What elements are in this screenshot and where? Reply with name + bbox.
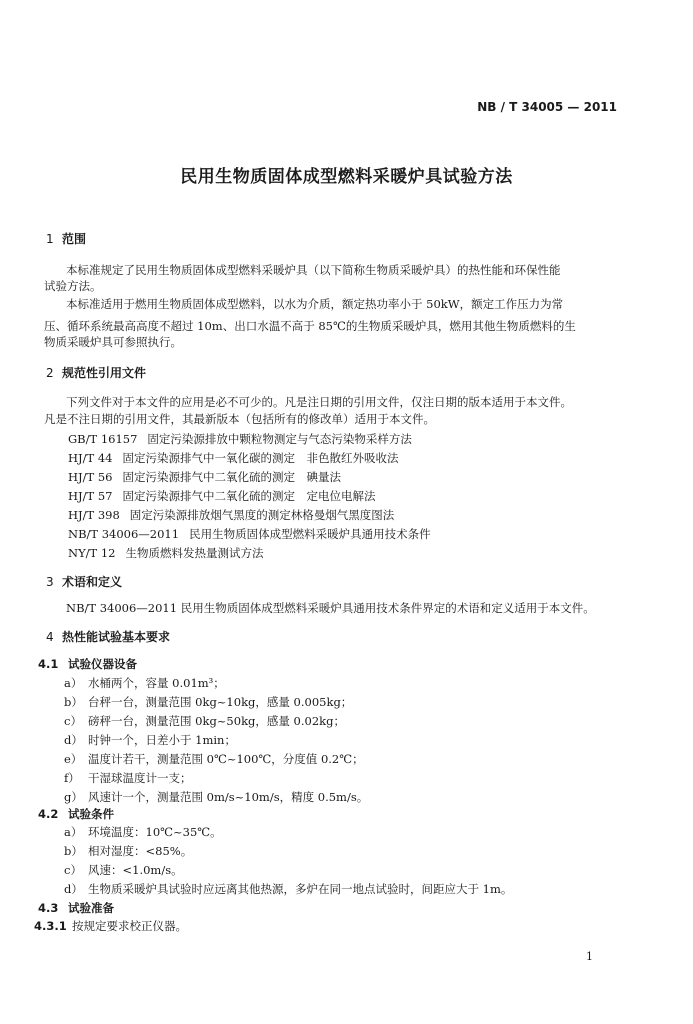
terms-paragraph: NB/T 34006—2011 民用生物质固体成型燃料采暖炉具通用技术条件界定的术语和定义适用于本文件。 bbox=[66, 601, 595, 615]
list-marker: a） bbox=[64, 676, 83, 690]
list-item bbox=[64, 713, 345, 729]
section-number: 3 bbox=[46, 575, 54, 589]
list-marker: g） bbox=[64, 790, 83, 804]
list-text: 风速：<1.0m/s。 bbox=[88, 863, 183, 877]
reference-item bbox=[68, 545, 264, 561]
list-marker: f） bbox=[64, 771, 80, 785]
section-title: 热性能试验基本要求 bbox=[62, 630, 171, 644]
reference-item bbox=[68, 469, 341, 485]
reference-code: HJ/T 398 bbox=[68, 508, 120, 522]
list-text: 风速计一个，测量范围 0m/s~10m/s，精度 0.5m/s。 bbox=[88, 790, 369, 804]
reference-code: GB/T 16157 bbox=[68, 432, 138, 446]
list-item bbox=[64, 770, 192, 786]
list-marker: b） bbox=[64, 695, 83, 709]
list-text: 磅秤一台，测量范围 0kg~50kg，感量 0.02kg； bbox=[88, 714, 345, 728]
section-number: 1 bbox=[46, 232, 54, 246]
reference-item bbox=[68, 431, 412, 447]
subsection-number: 4.1 bbox=[38, 657, 59, 671]
list-marker: d） bbox=[64, 882, 83, 896]
list-item bbox=[64, 694, 352, 710]
section-number: 4 bbox=[46, 630, 54, 644]
list-text: 生物质采暖炉具试验时应远离其他热源，多炉在同一地点试验时，间距应大于 1m。 bbox=[88, 882, 513, 896]
scope-p2-line1: 本标准适用于燃用生物质固体成型燃料，以水为介质，额定热功率小于 50kW，额定工作压力为常 bbox=[66, 297, 564, 311]
list-text: 相对湿度：<85%。 bbox=[88, 844, 193, 858]
list-item bbox=[64, 862, 183, 878]
reference-item bbox=[68, 488, 375, 504]
section-title: 规范性引用文件 bbox=[62, 366, 147, 380]
list-item bbox=[64, 751, 364, 767]
reference-code: NB/T 34006—2011 bbox=[68, 527, 180, 541]
list-marker: c） bbox=[64, 863, 82, 877]
subsection-number: 4.2 bbox=[38, 807, 59, 821]
list-marker: c） bbox=[64, 714, 82, 728]
reference-title: 民用生物质固体成型燃料采暖炉具通用技术条件 bbox=[189, 527, 431, 541]
list-text: 水桶两个，容量 0.01m³； bbox=[88, 676, 225, 690]
list-item bbox=[64, 789, 368, 805]
normative-intro-line1: 下列文件对于本文件的应用是必不可少的。凡是注日期的引用文件，仅注日期的版本适用于本文件。 bbox=[66, 395, 572, 409]
clause-number: 4.3.1 bbox=[34, 919, 67, 933]
reference-title: 生物质燃料发热量测试方法 bbox=[125, 546, 264, 560]
section-heading-4 bbox=[46, 628, 170, 645]
list-item bbox=[64, 732, 236, 748]
section-heading-2 bbox=[46, 364, 146, 381]
page-number: 1 bbox=[586, 950, 593, 963]
section-title: 范围 bbox=[62, 232, 87, 246]
reference-title: 固定污染源排放中颗粒物测定与气态污染物采样方法 bbox=[147, 432, 412, 446]
list-marker: b） bbox=[64, 844, 83, 858]
list-item bbox=[64, 881, 512, 897]
reference-title: 固定污染源排放烟气黑度的测定林格曼烟气黑度图法 bbox=[129, 508, 395, 522]
list-text: 干湿球温度计一支； bbox=[88, 771, 192, 785]
section-heading-3 bbox=[46, 573, 122, 590]
reference-title: 固定污染源排气中二氧化硫的测定 定电位电解法 bbox=[122, 489, 376, 503]
scope-p1-line1: 本标准规定了民用生物质固体成型燃料采暖炉具（以下简称生物质采暖炉具）的热性能和环保性能 bbox=[66, 263, 561, 277]
reference-item bbox=[68, 507, 394, 523]
list-item bbox=[64, 843, 192, 859]
document-title: 民用生物质固体成型燃料采暖炉具试验方法 bbox=[180, 167, 513, 187]
list-item bbox=[64, 824, 222, 840]
normative-intro-line2: 凡是不注日期的引用文件，其最新版本（包括所有的修改单）适用于本文件。 bbox=[44, 412, 435, 426]
list-text: 环境温度：10℃~35℃。 bbox=[88, 825, 222, 839]
scope-p2-line3: 物质采暖炉具可参照执行。 bbox=[44, 335, 182, 349]
standard-code: NB / T 34005 — 2011 bbox=[477, 100, 617, 114]
reference-title: 固定污染源排气中二氧化硫的测定 碘量法 bbox=[122, 470, 341, 484]
scope-p1-line2: 试验方法。 bbox=[44, 279, 102, 293]
scope-p2-line2: 压、循环系统最高高度不超过 10m、出口水温不高于 85℃的生物质采暖炉具，燃用其他生物质燃料的生 bbox=[44, 319, 576, 333]
list-text: 温度计若干，测量范围 0℃~100℃，分度值 0.2℃； bbox=[88, 752, 364, 766]
section-title: 术语和定义 bbox=[62, 575, 123, 589]
reference-code: HJ/T 57 bbox=[68, 489, 113, 503]
subsection-4-2 bbox=[38, 806, 114, 822]
subsection-title: 试验仪器设备 bbox=[68, 657, 137, 671]
list-item bbox=[64, 675, 225, 691]
section-number: 2 bbox=[46, 366, 54, 380]
reference-code: HJ/T 44 bbox=[68, 451, 113, 465]
subsection-4-1 bbox=[38, 656, 137, 672]
clause-text: 按规定要求校正仪器。 bbox=[72, 919, 187, 933]
list-marker: a） bbox=[64, 825, 83, 839]
clause-4-3-1 bbox=[34, 918, 187, 934]
reference-code: HJ/T 56 bbox=[68, 470, 113, 484]
reference-item bbox=[68, 526, 431, 542]
subsection-title: 试验条件 bbox=[68, 807, 114, 821]
list-marker: d） bbox=[64, 733, 83, 747]
reference-code: NY/T 12 bbox=[68, 546, 116, 560]
list-text: 台秤一台，测量范围 0kg~10kg，感量 0.005kg； bbox=[88, 695, 353, 709]
list-text: 时钟一个，日差小于 1min； bbox=[88, 733, 236, 747]
list-marker: e） bbox=[64, 752, 83, 766]
reference-item bbox=[68, 450, 398, 466]
reference-title: 固定污染源排气中一氧化碳的测定 非色散红外吸收法 bbox=[122, 451, 399, 465]
section-heading-1 bbox=[46, 230, 86, 247]
subsection-title: 试验准备 bbox=[68, 901, 114, 915]
subsection-4-3 bbox=[38, 900, 114, 916]
subsection-number: 4.3 bbox=[38, 901, 59, 915]
